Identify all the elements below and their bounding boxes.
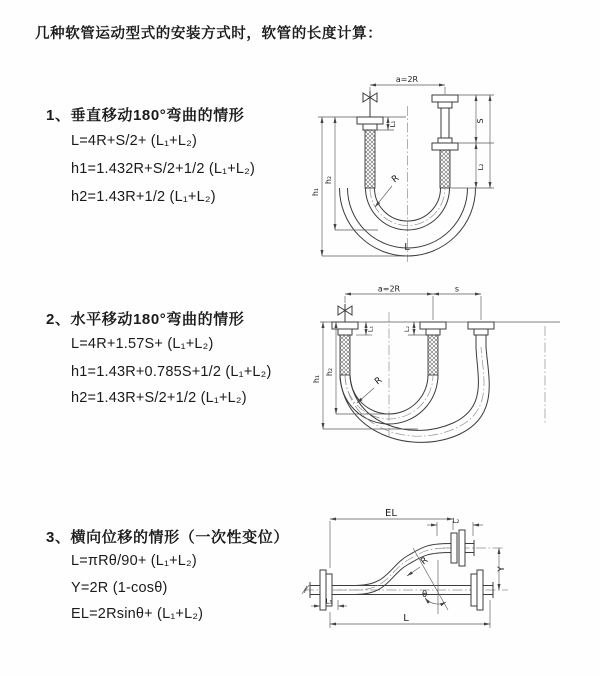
section-2-formula-L: L=4R+1.57S+ (L₁+L₂) bbox=[71, 336, 214, 352]
diagram-lateral-displacement bbox=[296, 506, 596, 661]
label-s: s bbox=[454, 284, 460, 294]
label-l2: L₂ bbox=[403, 325, 411, 333]
label-l1: L₁ bbox=[366, 325, 375, 333]
page-title: 几种软管运动型式的安装方式时，软管的长度计算： bbox=[35, 26, 383, 42]
braid-hose-middle bbox=[428, 335, 438, 375]
label-r: R bbox=[373, 375, 385, 388]
dimension-el bbox=[330, 508, 453, 568]
label-h1: h₁ bbox=[311, 187, 320, 197]
label-l: L bbox=[403, 613, 409, 624]
right-flange-upper bbox=[432, 95, 458, 108]
label-a2r: a=2R bbox=[395, 75, 419, 84]
label-r: R bbox=[419, 555, 431, 568]
right-flange bbox=[468, 322, 494, 335]
label-l1: L₁ bbox=[389, 120, 397, 128]
left-flange bbox=[357, 117, 383, 130]
label-r: R bbox=[390, 173, 402, 186]
label-theta: θ bbox=[422, 590, 428, 600]
angle-construction bbox=[413, 548, 448, 614]
label-a2r: a=2R bbox=[377, 284, 401, 294]
displaced-end-flange bbox=[451, 530, 474, 566]
section-1-formula-h1: h1=1.432R+S/2+1/2 (L₁+L₂) bbox=[71, 161, 256, 177]
label-s: S bbox=[476, 118, 485, 124]
section-2-heading: 2、水平移动180°弯曲的情形 bbox=[46, 311, 245, 328]
dimension-l2 bbox=[476, 143, 485, 188]
dimension-a2r bbox=[345, 285, 481, 321]
diagram-horizontal-180-bend bbox=[308, 284, 595, 454]
radius-callout bbox=[375, 174, 401, 207]
dimension-y bbox=[497, 548, 507, 590]
section-1-formula-h2: h2=1.43R+1/2 (L₁+L₂) bbox=[71, 189, 216, 205]
diagram-vertical-180-bend bbox=[308, 70, 588, 270]
valve-icon bbox=[338, 304, 352, 322]
section-3-formula-EL: EL=2Rsinθ+ (L₁+L₂) bbox=[71, 606, 204, 622]
label-el: EL bbox=[385, 508, 397, 519]
hose-arcs-moved bbox=[340, 347, 489, 442]
dimension-l1 bbox=[311, 598, 347, 611]
dimension-l bbox=[330, 600, 490, 628]
braid-hose-left bbox=[340, 335, 350, 375]
label-l2: L₂ bbox=[452, 517, 460, 525]
label-h2: h₂ bbox=[324, 175, 333, 185]
label-h1: h₁ bbox=[312, 374, 321, 384]
label-l-total: L bbox=[404, 242, 410, 253]
label-l1: L₁ bbox=[325, 597, 333, 606]
dimension-s bbox=[476, 95, 485, 143]
label-h2: h₂ bbox=[325, 367, 334, 377]
section-3-heading: 3、横向位移的情形（一次性变位） bbox=[46, 529, 289, 546]
section-2-formula-h1: h1=1.43R+0.785S+1/2 (L₁+L₂) bbox=[71, 364, 272, 380]
dimension-l1 bbox=[356, 322, 375, 335]
dimension-a2r bbox=[370, 75, 445, 94]
radius-callout bbox=[357, 376, 384, 403]
right-flange-lower bbox=[432, 138, 458, 150]
middle-flange bbox=[420, 322, 446, 335]
label-l2: L₂ bbox=[477, 163, 485, 171]
pipe-break-mark bbox=[302, 585, 309, 594]
valve-icon bbox=[363, 91, 377, 117]
braid-hose-left bbox=[365, 130, 375, 188]
section-1-formula-L: L=4R+S/2+ (L₁+L₂) bbox=[71, 133, 197, 149]
section-2-formula-h2: h2=1.43R+S/2+1/2 (L₁+L₂) bbox=[71, 390, 247, 406]
displaced-hose bbox=[332, 544, 451, 595]
dimension-h2 bbox=[325, 322, 388, 414]
label-y: Y bbox=[497, 566, 507, 572]
braid-hose-right bbox=[440, 150, 450, 188]
section-3-formula-L: L=πRθ/90+ (L₁+L₂) bbox=[71, 553, 197, 569]
section-1-heading: 1、垂直移动180°弯曲的情形 bbox=[46, 107, 245, 124]
section-3-formula-Y: Y=2R (1-cosθ) bbox=[71, 580, 168, 596]
